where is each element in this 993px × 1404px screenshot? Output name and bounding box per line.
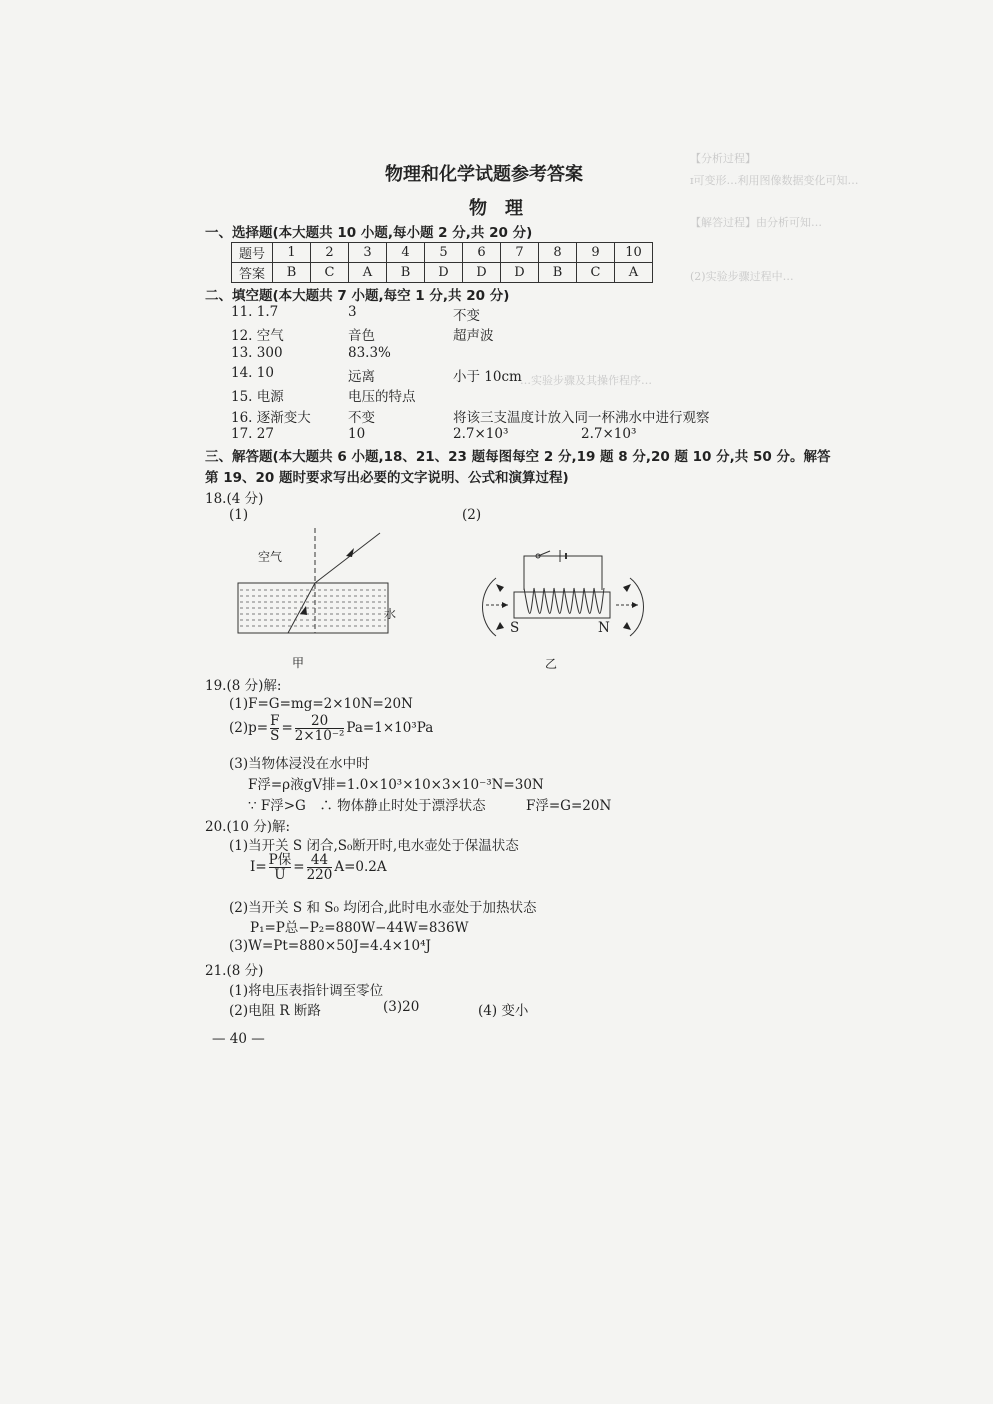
q20-line-2 — [250, 853, 387, 882]
refraction-diagram — [230, 528, 400, 673]
fraction — [270, 714, 279, 743]
fill-answer-cell: 17. 27 — [231, 425, 274, 442]
q21-heading: 21.(8 分) — [205, 963, 264, 979]
fill-answer-cell: 超声波 — [453, 328, 494, 345]
fill-answer-cell: 13. 300 — [231, 344, 283, 361]
table-cell: 3 — [349, 243, 387, 263]
table-cell: B — [273, 263, 311, 283]
denominator: S — [270, 728, 280, 744]
q20-line-1: (1)当开关 S 闭合,S₀断开时,电水壶处于保温状态 — [229, 838, 519, 854]
fill-answer-cell: 小于 10cm — [453, 368, 522, 385]
fill-answer-cell: 将该三支温度计放入同一杯沸水中进行观察 — [453, 409, 710, 426]
page-title: 物理和化学试题参考答案 — [385, 164, 583, 185]
fill-answer-cell: 远离 — [348, 368, 375, 385]
fraction — [269, 853, 292, 882]
table-cell: 6 — [463, 243, 501, 263]
table-cell: D — [463, 263, 501, 283]
fill-answer-cell: 11. 1.7 — [231, 304, 279, 320]
fill-answer-cell: 不变 — [453, 308, 480, 324]
table-cell: 7 — [501, 243, 539, 263]
q19-formula-end: Pa=1×10³Pa — [346, 720, 434, 736]
q19-line-2 — [229, 714, 433, 743]
table-cell: B — [387, 263, 425, 283]
water-label: 水 — [384, 607, 397, 621]
table-cell: 10 — [615, 243, 653, 263]
table-cell: A — [615, 263, 653, 283]
fill-answer-cell: 2.7×10³ — [581, 425, 637, 442]
figure-2-caption: 乙 — [545, 657, 558, 671]
air-label: 空气 — [258, 550, 283, 564]
figure-1-caption: 甲 — [292, 656, 305, 670]
equals: = — [281, 720, 293, 736]
q19-line-3: (3)当物体浸没在水中时 — [229, 756, 370, 772]
q19-line-4: F浮=ρ液gV排=1.0×10³×10×3×10⁻³N=30N — [248, 777, 544, 793]
q21-line-2: (2)电阻 R 断路 — [229, 1003, 321, 1019]
page-number: — 40 — — [212, 1031, 265, 1047]
fill-answer-cell: 83.3% — [348, 344, 391, 361]
table-cell: 2 — [311, 243, 349, 263]
q19-formula-start: (2)p= — [229, 720, 269, 736]
row-label-answer: 答案 — [232, 263, 273, 283]
fraction — [307, 853, 333, 882]
table-cell: C — [577, 263, 615, 283]
row-label-number: 题号 — [232, 243, 273, 263]
q20-formula-end: A=0.2A — [334, 859, 387, 875]
table-cell: D — [501, 263, 539, 283]
fill-answer-cell: 16. 逐渐变大 — [231, 409, 311, 426]
fill-answer-cell: 2.7×10³ — [453, 425, 509, 442]
section-3-heading: 三、解答题(本大题共 6 小题,18、21、23 题每图每空 2 分,19 题 8 分,20 题 10 分,共 50 分。解答 — [205, 449, 831, 465]
q20-line-3: (2)当开关 S 和 S₀ 均闭合,此时电水壶处于加热状态 — [229, 900, 537, 916]
q19-heading: 19.(8 分)解: — [205, 678, 282, 694]
numerator: 20 — [295, 714, 345, 729]
table-cell: 5 — [425, 243, 463, 263]
north-pole-label: N — [598, 620, 610, 636]
equals: = — [293, 859, 305, 875]
table-cell: 1 — [273, 243, 311, 263]
answer-table — [231, 242, 653, 283]
section-2-heading: 二、填空题(本大题共 7 小题,每空 1 分,共 20 分) — [205, 288, 510, 304]
table-cell: D — [425, 263, 463, 283]
fill-answer-cell: 10 — [348, 425, 366, 442]
q20-heading: 20.(10 分)解: — [205, 819, 291, 835]
q18-heading: 18.(4 分) — [205, 491, 264, 507]
q19-line-1: (1)F=G=mg=2×10N=20N — [229, 696, 413, 712]
section-subtitle: 物 理 — [469, 198, 523, 219]
q19-line-5: ∵ F浮>G ∴ 物体静止时处于漂浮状态 — [248, 798, 486, 814]
table-cell: C — [311, 263, 349, 283]
section-1-heading: 一、选择题(本大题共 10 小题,每小题 2 分,共 20 分) — [205, 225, 533, 241]
q18-part2-label: (2) — [462, 507, 482, 523]
q20-line-4: P₁=P总−P₂=880W−44W=836W — [250, 920, 469, 936]
fraction — [295, 714, 345, 743]
q21-line-2-part4: (4) 变小 — [478, 1003, 529, 1019]
electromagnet-diagram — [478, 540, 648, 650]
q19-line-5-result: F浮=G=20N — [526, 798, 612, 814]
denominator: 220 — [306, 867, 333, 883]
south-pole-label: S — [510, 620, 520, 636]
q20-line-5: (3)W=Pt=880×50J=4.4×10⁴J — [229, 938, 431, 954]
table-cell: 9 — [577, 243, 615, 263]
table-cell: 4 — [387, 243, 425, 263]
fill-answer-cell: 12. 空气 — [231, 328, 284, 345]
fill-answer-cell: 14. 10 — [231, 364, 274, 381]
table-cell: 8 — [539, 243, 577, 263]
fill-answer-cell: 电压的特点 — [348, 389, 416, 406]
numerator: P保 — [268, 852, 292, 868]
q21-line-1: (1)将电压表指针调至零位 — [229, 983, 384, 999]
q18-part1-label: (1) — [229, 507, 249, 523]
numerator: F — [270, 713, 280, 729]
q21-line-2-part3: (3)20 — [383, 999, 420, 1015]
fill-answer-cell: 3 — [348, 304, 357, 320]
q20-formula-start: I= — [250, 859, 267, 875]
table-cell: A — [349, 263, 387, 283]
fill-answer-cell: 15. 电源 — [231, 389, 284, 406]
table-cell: B — [539, 263, 577, 283]
denominator: U — [274, 867, 286, 883]
fill-answer-cell: 不变 — [348, 409, 375, 426]
fill-answer-cell: 音色 — [348, 328, 375, 345]
denominator: 2×10⁻² — [294, 728, 345, 744]
numerator: 44 — [307, 853, 333, 868]
section-3-heading-cont: 第 19、20 题时要求写出必要的文字说明、公式和演算过程) — [205, 470, 569, 486]
